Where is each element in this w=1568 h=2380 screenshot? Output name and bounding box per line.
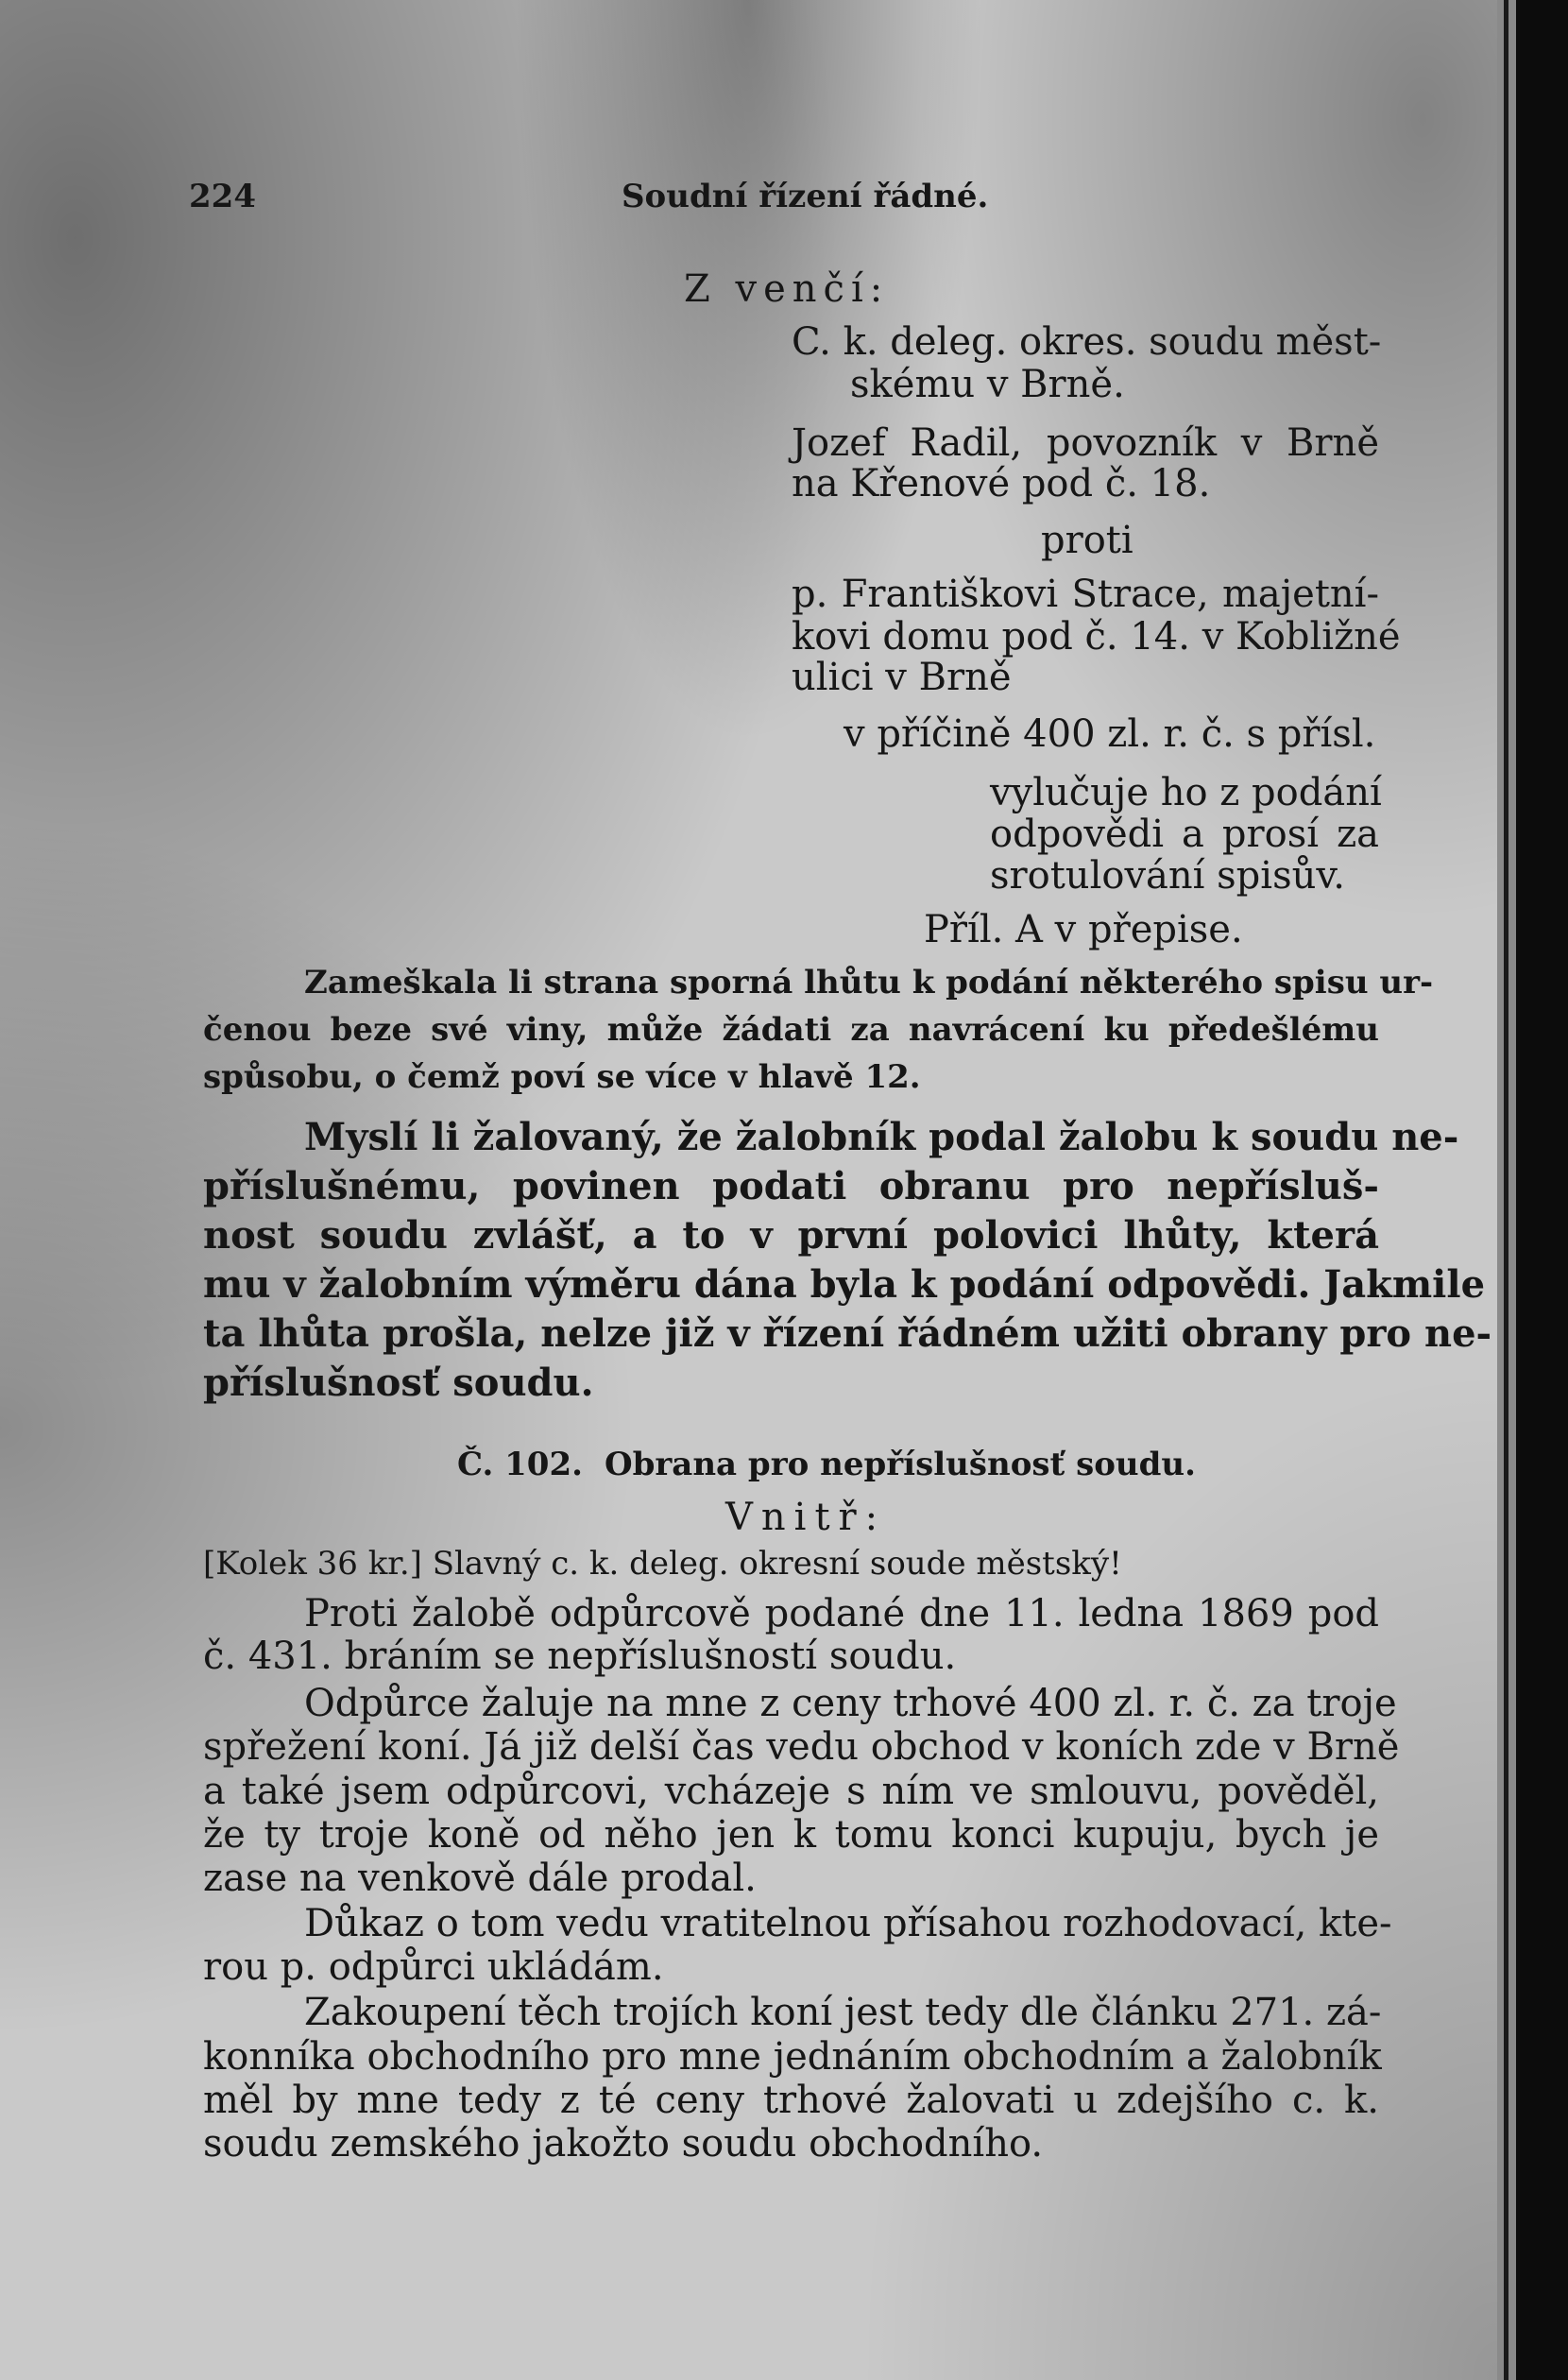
defendant-line-2: kovi domu pod č. 14. v Kobližné [792, 615, 1401, 659]
body-line-11: konníka obchodního pro mne jednáním obchodním a žalobník [203, 2035, 1382, 2079]
defendant-line-1: p. Františkovi Strace, majetní- [792, 573, 1379, 616]
body-line-12: měl by mne tedy z té ceny trhové žalovati u zdejšího c. k. [203, 2079, 1379, 2122]
paragraph2-line-5: ta lhůta prošla, nelze již v řízení řádném užiti obrany pro ne- [203, 1311, 1492, 1356]
body-line-3: Odpůrce žaluje na mne z ceny trhové 400 zl. r. č. za troje [304, 1682, 1397, 1725]
defendant-line-3: ulici v Brně [792, 656, 1012, 699]
outside-heading: Z venčí: [684, 267, 890, 311]
paragraph1-line-3: spůsobu, o čemž poví se více v hlavě 12. [203, 1058, 921, 1096]
body-line-10: Zakoupení těch trojích koní jest tedy dle článku 271. zá- [304, 1991, 1382, 2034]
court-line-2: skému v Brně. [850, 363, 1125, 406]
court-line-1: C. k. deleg. okres. soudu měst- [792, 320, 1382, 364]
paragraph2-line-4: mu v žalobním výměru dána byla k podání odpovědi. Jakmile [203, 1262, 1486, 1307]
paragraph2-line-2: příslušnému, povinen podati obranu pro nepřísluš- [203, 1164, 1379, 1208]
body-line-8: Důkaz o tom vedu vratitelnou přísahou rozhodovací, kte- [304, 1902, 1392, 1945]
paragraph2-line-3: nost soudu zvlášť, a to v první polovici lhůty, která [203, 1213, 1379, 1258]
running-title: Soudní řízení řádné. [622, 178, 989, 215]
section-title: Obrana pro nepříslušnosť soudu. [605, 1446, 1196, 1483]
salutation: [Kolek 36 kr.] Slavný c. k. deleg. okresní soude městský! [203, 1545, 1122, 1583]
request-line-3: srotulování spisův. [990, 854, 1345, 898]
body-line-9: rou p. odpůrci ukládám. [203, 1945, 664, 1989]
paragraph2-line-1: Myslí li žalovaný, že žalobník podal žalobu k soudu ne- [304, 1115, 1459, 1159]
body-line-13: soudu zemského jakožto soudu obchodního. [203, 2122, 1044, 2166]
body-line-7: zase na venkově dále prodal. [203, 1857, 757, 1900]
body-line-1: Proti žalobě odpůrcově podané dne 11. ledna 1869 pod [304, 1592, 1379, 1635]
section-number: Č. 102. [457, 1446, 583, 1483]
inside-heading: Vnitř: [725, 1496, 887, 1539]
page-number: 224 [189, 178, 256, 215]
claim-line: v příčině 400 zl. r. č. s přísl. [844, 712, 1376, 756]
paragraph1-line-2: čenou beze své viny, může žádati za navrácení ku předešlému [203, 1011, 1379, 1049]
body-line-4: spřežení koní. Já již delší čas vedu obchod v koních zde v Brně [203, 1725, 1400, 1769]
plaintiff-line-1: Jozef Radil, povozník v Brně [792, 421, 1379, 465]
paragraph2-line-6: příslušnosť soudu. [203, 1361, 594, 1405]
body-line-6: že ty troje koně od něho jen k tomu konci kupuju, bych je [203, 1813, 1379, 1857]
body-line-2: č. 431. bráním se nepříslušností soudu. [203, 1635, 957, 1678]
body-line-5: a také jsem odpůrcovi, vcházeje s ním ve smlouvu, pověděl, [203, 1770, 1379, 1813]
request-line-2: odpovědi a prosí za [990, 813, 1379, 856]
attachment-note: Příl. A v přepise. [924, 908, 1243, 951]
plaintiff-line-2: na Křenové pod č. 18. [792, 462, 1211, 505]
page-edge-line [1504, 0, 1508, 2380]
request-line-1: vylučuje ho z podání [990, 771, 1382, 814]
paragraph1-line-1: Zameškala li strana sporná lhůtu k podání některého spisu ur- [304, 964, 1434, 1002]
versus-label: proti [1041, 519, 1133, 562]
